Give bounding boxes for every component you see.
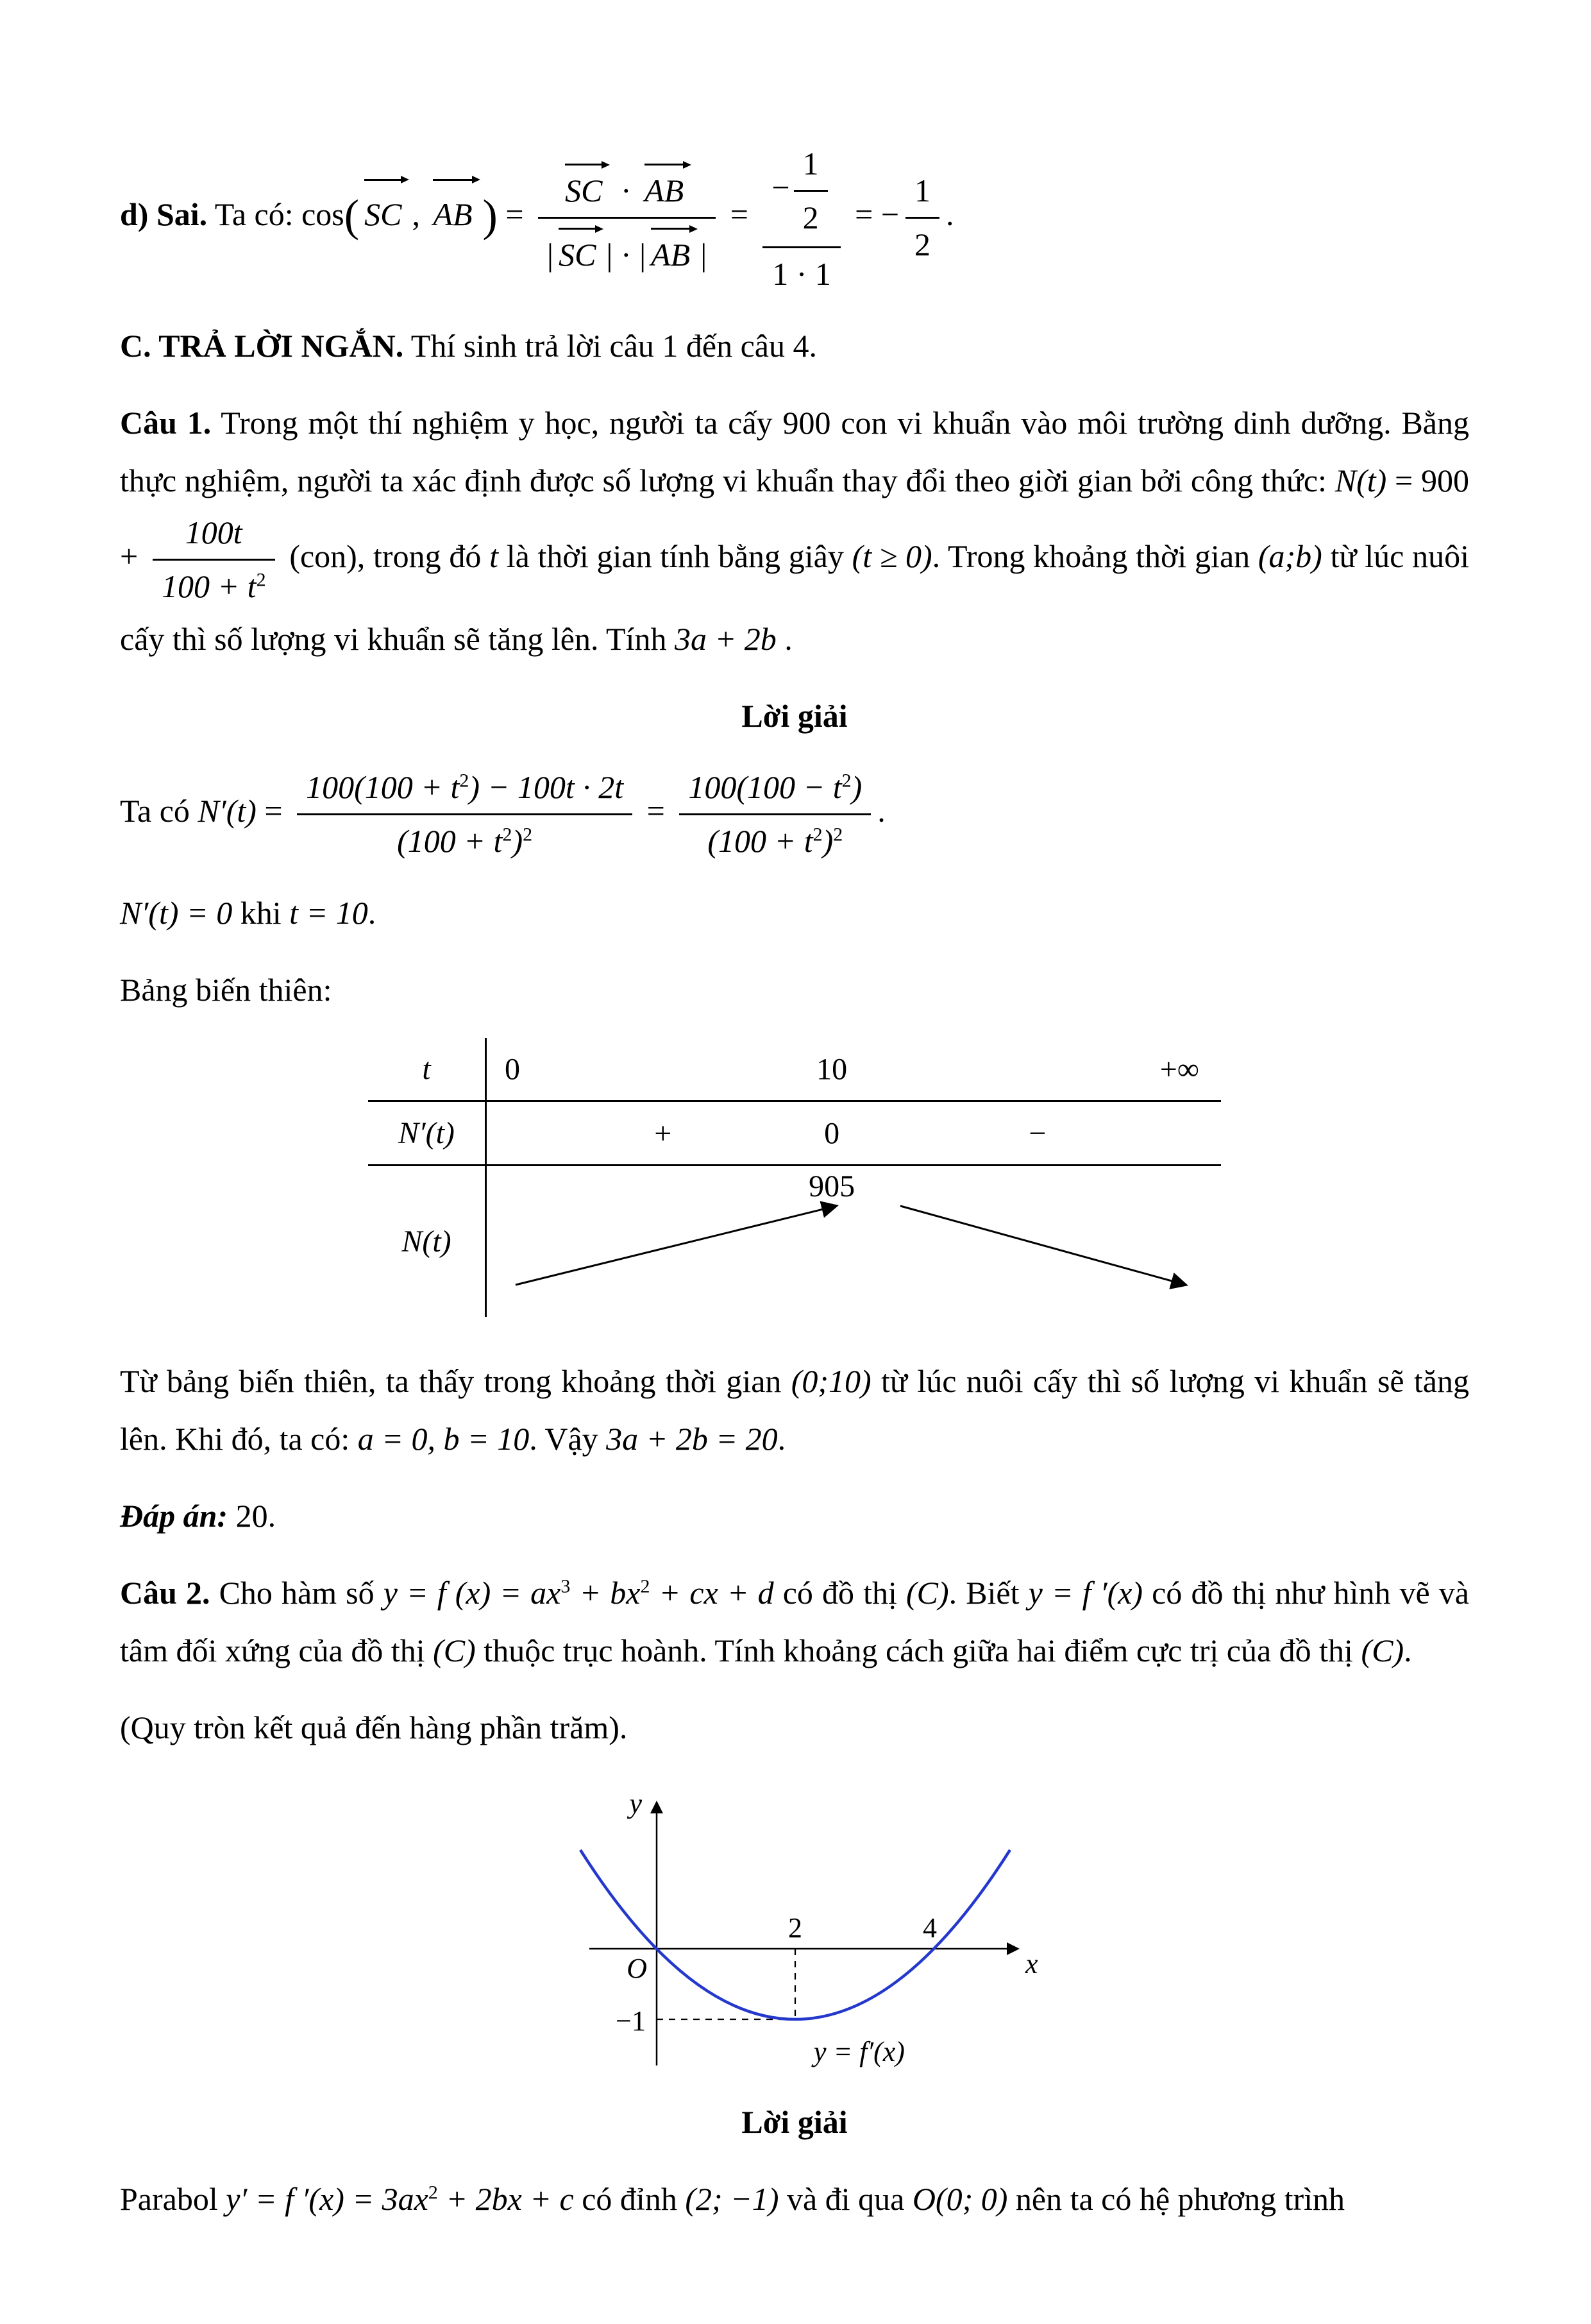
exponent: 2 bbox=[523, 824, 533, 845]
fraction-numerator: 1 bbox=[905, 167, 939, 219]
abs-bar: | bbox=[639, 237, 646, 273]
exponent: 2 bbox=[833, 824, 843, 845]
question-1 bbox=[120, 394, 1469, 668]
math-run: = bbox=[497, 196, 532, 232]
math-run: SC bbox=[364, 196, 402, 232]
text-run: Ta có: bbox=[207, 196, 302, 232]
increasing-arrow bbox=[516, 1206, 836, 1285]
text-run: (con), trong đó bbox=[281, 538, 490, 574]
text-run: có đồ thị bbox=[773, 1575, 906, 1611]
math-run: , bbox=[412, 196, 428, 232]
math-run: y = f (x) = ax bbox=[383, 1575, 561, 1611]
math-run: ) bbox=[851, 769, 863, 805]
derivative-graph bbox=[544, 1776, 1045, 2077]
bbt-caption bbox=[120, 961, 1469, 1019]
math-run: (100 + t bbox=[707, 823, 813, 859]
math-run: + bx bbox=[570, 1575, 641, 1611]
y-axis-label: y bbox=[629, 1788, 642, 1819]
fraction-denominator bbox=[153, 561, 275, 610]
vector-AB bbox=[648, 224, 698, 276]
math-run: N′(t) bbox=[198, 792, 257, 829]
exponent: 2 bbox=[812, 824, 823, 845]
fraction-numerator bbox=[762, 138, 840, 248]
math-run: + 2bx + c bbox=[437, 2181, 574, 2217]
rounding-note bbox=[120, 1699, 1469, 1756]
derivative-graph-figure bbox=[120, 1776, 1469, 2077]
fraction-numerator bbox=[679, 764, 871, 815]
text-run: . Biết bbox=[948, 1575, 1029, 1611]
math-run: ) bbox=[512, 823, 523, 859]
statement-d bbox=[120, 138, 1469, 298]
sign-minus: − bbox=[1029, 1116, 1047, 1150]
section-title: C. TRẢ LỜI NGẮN. bbox=[120, 328, 404, 364]
math-run: N(t) bbox=[1334, 462, 1387, 498]
math-run: (0;10) bbox=[791, 1363, 871, 1399]
math-run: N′(t) bbox=[398, 1116, 455, 1150]
solution-heading-label: Lời giải bbox=[741, 698, 848, 734]
math-run: 3a + 2b = 20 bbox=[606, 1421, 778, 1457]
critical-point-line bbox=[120, 884, 1469, 942]
text-run: . bbox=[367, 895, 376, 931]
open-paren: ( bbox=[344, 191, 360, 241]
fraction-numerator bbox=[538, 157, 716, 219]
text-run: Thí sinh trả lời câu 1 đến câu 4. bbox=[403, 328, 817, 364]
t-value-0: 0 bbox=[505, 1052, 520, 1086]
text-run: . bbox=[1404, 1633, 1412, 1668]
math-run: + cx + d bbox=[650, 1575, 774, 1611]
local-max-value: 905 bbox=[809, 1169, 855, 1203]
fraction-denominator: 1 · 1 bbox=[772, 256, 831, 292]
text-run: Trong một thí nghiệm y học, người ta cấy 900 con vi khuẩn vào môi trường dinh dưỡng. Bằng thực nghiệm, người ta xác định được số lượng vi khuẩn thay đổi theo giời gian bởi công thức: bbox=[120, 405, 1469, 498]
text-run: (Quy tròn kết quả đến hàng phần trăm). bbox=[120, 1709, 628, 1745]
math-run: (a;b) bbox=[1258, 538, 1322, 574]
table-row-t-values bbox=[487, 1038, 1221, 1102]
text-run: . bbox=[776, 621, 793, 657]
math-run: t bbox=[422, 1052, 431, 1086]
question-2-label: Câu 2. bbox=[120, 1575, 210, 1611]
exponent: 2 bbox=[459, 770, 469, 792]
text-run: Cho hàm số bbox=[210, 1575, 383, 1611]
t-value-10: 10 bbox=[816, 1052, 848, 1086]
math-run: 100(100 + t bbox=[306, 769, 460, 805]
variation-table bbox=[368, 1038, 1221, 1317]
fraction bbox=[153, 509, 275, 610]
text-run: có đỉnh bbox=[573, 2181, 686, 2217]
math-run: 100 + t bbox=[161, 568, 257, 604]
fraction-numerator: 1 bbox=[794, 140, 828, 192]
math-run: − bbox=[880, 196, 900, 232]
fraction-denominator bbox=[297, 815, 632, 865]
math-run: = bbox=[846, 196, 881, 232]
exponent: 2 bbox=[256, 569, 266, 591]
text-run: . bbox=[777, 1421, 786, 1457]
math-run: AB bbox=[644, 173, 684, 208]
vector-AB bbox=[430, 175, 480, 243]
text-run: và đi qua bbox=[779, 2181, 913, 2217]
math-run: = 900 + bbox=[120, 462, 1469, 574]
solution-heading-1 bbox=[120, 687, 1469, 745]
text-run: có đồ thị như hình vẽ và tâm đối xứng của đồ thị bbox=[120, 1575, 1469, 1668]
text-run: nên ta có hệ phương trình bbox=[1007, 2181, 1345, 2217]
exponent: 2 bbox=[428, 2182, 438, 2203]
math-run: AB bbox=[651, 237, 691, 273]
solution-heading-2 bbox=[120, 2093, 1469, 2151]
math-run: · bbox=[612, 173, 640, 208]
exponent: 2 bbox=[502, 824, 512, 845]
fraction-denominator bbox=[538, 219, 716, 278]
curve-equation-label: y = f′(x) bbox=[814, 2036, 905, 2067]
table-row-monotonicity bbox=[487, 1166, 1221, 1317]
math-run: − bbox=[771, 169, 790, 205]
text-run: khi bbox=[232, 895, 290, 931]
fraction-denominator bbox=[679, 815, 871, 865]
vector-SC bbox=[362, 175, 409, 243]
fraction-numerator bbox=[153, 509, 275, 561]
abs-bar: | bbox=[606, 237, 613, 273]
math-run: (t ≥ 0) bbox=[852, 538, 932, 574]
math-run: (C) bbox=[1361, 1633, 1404, 1668]
math-run: · bbox=[612, 237, 640, 273]
vector-SC bbox=[562, 160, 610, 212]
x-tick-2-label: 2 bbox=[788, 1912, 802, 1944]
fraction bbox=[679, 764, 871, 865]
math-run: O(0; 0) bbox=[912, 2181, 1008, 2217]
math-run: 3a + 2b bbox=[675, 621, 777, 657]
exponent: 2 bbox=[841, 770, 852, 792]
x-tick-4-label: 4 bbox=[923, 1912, 937, 1944]
fraction bbox=[538, 157, 716, 278]
math-run: N(t) bbox=[401, 1225, 451, 1259]
y-tick-neg1-label: −1 bbox=[616, 2005, 646, 2037]
close-paren: ) bbox=[482, 191, 498, 241]
math-run: cos bbox=[301, 196, 344, 232]
text-run: từ lúc nuôi cấy thì số lượng vi khuẩn sẽ tăng lên. Khi đó, ta có: bbox=[120, 1363, 1469, 1457]
section-c-heading bbox=[120, 317, 1469, 375]
math-run: y = f ′(x) bbox=[1028, 1575, 1143, 1611]
math-run: ) bbox=[822, 823, 834, 859]
abs-bar: | bbox=[547, 237, 554, 273]
math-run: SC bbox=[559, 237, 596, 273]
math-run: (100 + t bbox=[397, 823, 503, 859]
math-run: N′(t) = 0 bbox=[120, 895, 233, 931]
fraction-denominator: 2 bbox=[802, 199, 819, 235]
fraction bbox=[762, 138, 840, 298]
exponent: 3 bbox=[560, 1575, 571, 1597]
math-run: SC bbox=[565, 173, 603, 208]
conclusion-paragraph bbox=[120, 1352, 1469, 1468]
table-row-sign bbox=[487, 1102, 1221, 1166]
vector-SC bbox=[556, 224, 603, 276]
parabola-setup-line bbox=[120, 2170, 1469, 2228]
t-value-infinity: +∞ bbox=[1159, 1052, 1199, 1086]
exponent: 2 bbox=[640, 1575, 650, 1597]
nested-fraction bbox=[794, 140, 828, 241]
origin-label: O bbox=[627, 1953, 647, 1984]
table-label-derivative bbox=[368, 1102, 487, 1166]
text-run: từ lúc nuôi cấy thì số lượng vi khuẩn sẽ tăng lên. Tính bbox=[120, 538, 1469, 657]
monotonicity-arrows bbox=[487, 1166, 1221, 1317]
question-2 bbox=[120, 1564, 1469, 1679]
math-run: = bbox=[639, 792, 673, 829]
cos-angle-formula bbox=[301, 146, 954, 292]
solution-heading-label: Lời giải bbox=[741, 2104, 848, 2140]
text-run: Parabol bbox=[120, 2181, 226, 2217]
answer-value: 20. bbox=[228, 1498, 276, 1534]
text-run: thuộc trục hoành. Tính khoảng cách giữa hai điểm cực trị của đồ thị bbox=[475, 1633, 1361, 1668]
math-run: 100(100 − t bbox=[688, 769, 842, 805]
math-run: (C) bbox=[905, 1575, 949, 1611]
sign-plus: + bbox=[654, 1116, 672, 1150]
math-run: (2; −1) bbox=[685, 2181, 779, 2217]
text-run: Từ bảng biến thiên, ta thấy trong khoảng thời gian bbox=[120, 1363, 791, 1399]
derivative-computation bbox=[120, 764, 1469, 865]
text-run: . Vậy bbox=[529, 1421, 607, 1457]
fraction-denominator: 2 bbox=[914, 226, 931, 262]
math-run: y′ = f ′(x) = 3ax bbox=[226, 2181, 428, 2217]
answer-line bbox=[120, 1487, 1469, 1545]
decreasing-arrow bbox=[900, 1206, 1186, 1285]
math-run: (C) bbox=[433, 1633, 476, 1668]
fraction bbox=[905, 167, 939, 268]
math-run: = bbox=[722, 196, 757, 232]
table-label-function bbox=[368, 1166, 487, 1317]
answer-label: Đáp án: bbox=[120, 1498, 228, 1534]
math-run: t bbox=[489, 538, 498, 574]
fraction-numerator bbox=[297, 764, 632, 815]
math-run: ) − 100t · 2t bbox=[469, 769, 624, 805]
question-1-label: Câu 1. bbox=[120, 405, 212, 441]
abs-bar: | bbox=[700, 237, 707, 273]
text-run: là thời gian tính bằng giây bbox=[498, 538, 852, 574]
text-run: Bảng biến thiên: bbox=[120, 972, 332, 1008]
x-axis-label: x bbox=[1025, 1948, 1038, 1980]
math-run: . bbox=[946, 196, 954, 232]
table-label-t bbox=[368, 1038, 487, 1102]
text-run: . Trong khoảng thời gian bbox=[932, 538, 1258, 574]
text-run: Ta có bbox=[120, 792, 198, 829]
math-run: a = 0, b = 10 bbox=[357, 1421, 530, 1457]
math-run: t = 10 bbox=[289, 895, 368, 931]
math-run: AB bbox=[433, 196, 473, 232]
vector-AB bbox=[642, 160, 691, 212]
statement-d-label: d) Sai. bbox=[120, 196, 208, 232]
math-run: = bbox=[256, 792, 291, 829]
sign-zero: 0 bbox=[824, 1116, 840, 1150]
math-run: . bbox=[877, 792, 886, 829]
fraction bbox=[297, 764, 632, 865]
math-run: 100t bbox=[185, 514, 242, 550]
